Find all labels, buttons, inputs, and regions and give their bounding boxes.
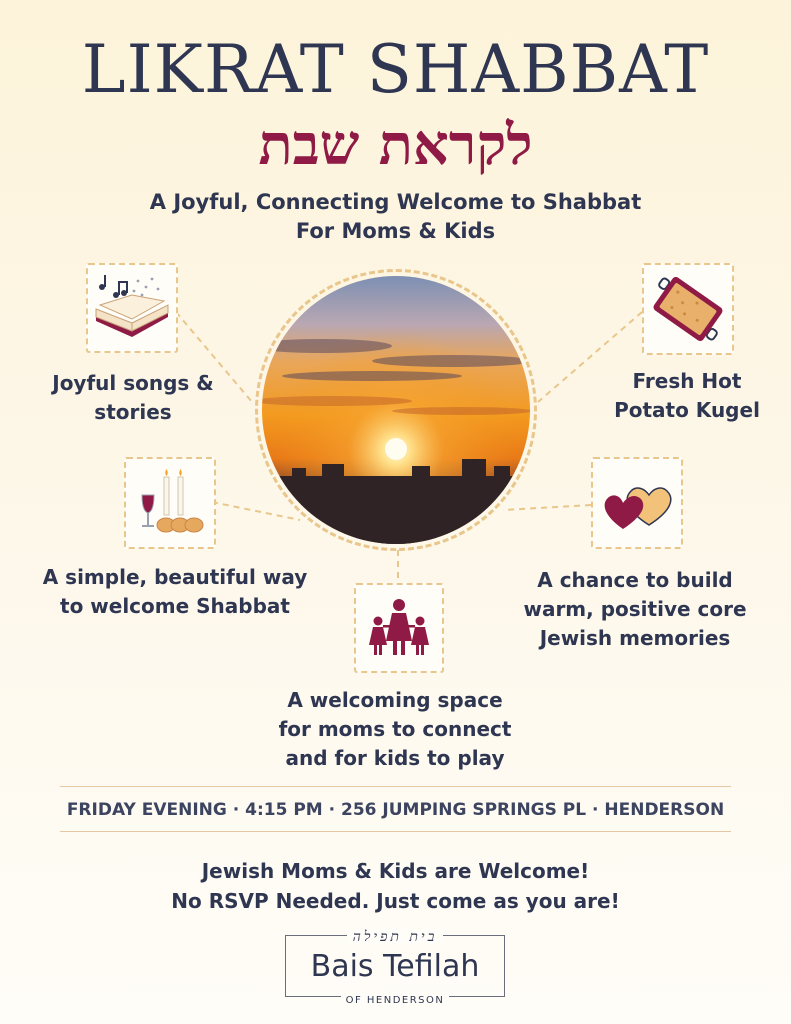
welcome-line-2: No RSVP Needed. Just come as you are! xyxy=(171,889,620,913)
hearts-card xyxy=(591,457,683,549)
feature-kugel-line-1: Fresh Hot xyxy=(632,369,742,393)
logo-subtitle xyxy=(285,988,505,1007)
welcome-line-1: Jewish Moms & Kids are Welcome! xyxy=(201,859,590,883)
welcome-message xyxy=(0,856,791,916)
divider-bottom xyxy=(60,831,731,832)
feature-kugel xyxy=(584,367,790,425)
subtitle-line-1: A Joyful, Connecting Welcome to Shabbat xyxy=(149,190,642,214)
mom-and-kids-icon xyxy=(356,585,442,671)
space-card xyxy=(354,583,444,673)
songs-card xyxy=(86,263,178,353)
page-title: LIKRAT SHABBAT xyxy=(81,31,710,108)
hebrew-title: לקראת שבת xyxy=(258,112,533,178)
songbook-icon xyxy=(88,265,176,351)
feature-space-line-3: and for kids to play xyxy=(285,746,505,770)
logo-hebrew-text: בית תפילה xyxy=(347,929,444,945)
feature-memories xyxy=(500,566,770,653)
hearts-icon xyxy=(593,459,681,547)
subtitle-line-2: For Moms & Kids xyxy=(295,219,496,243)
sunset-photo xyxy=(262,276,530,544)
event-details: FRIDAY EVENING · 4:15 PM · 256 JUMPING SPRINGS PL · HENDERSON xyxy=(66,800,725,820)
feature-candles xyxy=(20,563,330,621)
feature-space-line-2: for moms to connect xyxy=(278,717,512,741)
feature-kugel-line-2: Potato Kugel xyxy=(614,398,760,422)
feature-songs-line-2: stories xyxy=(94,400,172,424)
shabbat-candles-icon xyxy=(126,459,214,547)
feature-space-line-1: A welcoming space xyxy=(287,688,503,712)
kugel-card xyxy=(642,263,734,355)
feature-memories-line-1: A chance to build xyxy=(537,568,733,592)
feature-candles-line-2: to welcome Shabbat xyxy=(60,594,290,618)
divider-top xyxy=(60,786,731,787)
feature-songs-line-1: Joyful songs & xyxy=(52,371,214,395)
feature-memories-line-2: warm, positive core xyxy=(523,597,747,621)
logo-hebrew xyxy=(285,926,505,946)
logo-name: Bais Tefilah xyxy=(310,949,480,984)
feature-memories-line-3: Jewish memories xyxy=(539,626,731,650)
feature-space xyxy=(240,686,550,773)
logo-subtitle-text: OF HENDERSON xyxy=(341,995,450,1006)
feature-candles-line-1: A simple, beautiful way xyxy=(42,565,308,589)
kugel-tray-icon xyxy=(644,265,732,353)
candles-card xyxy=(124,457,216,549)
feature-songs xyxy=(30,369,236,427)
